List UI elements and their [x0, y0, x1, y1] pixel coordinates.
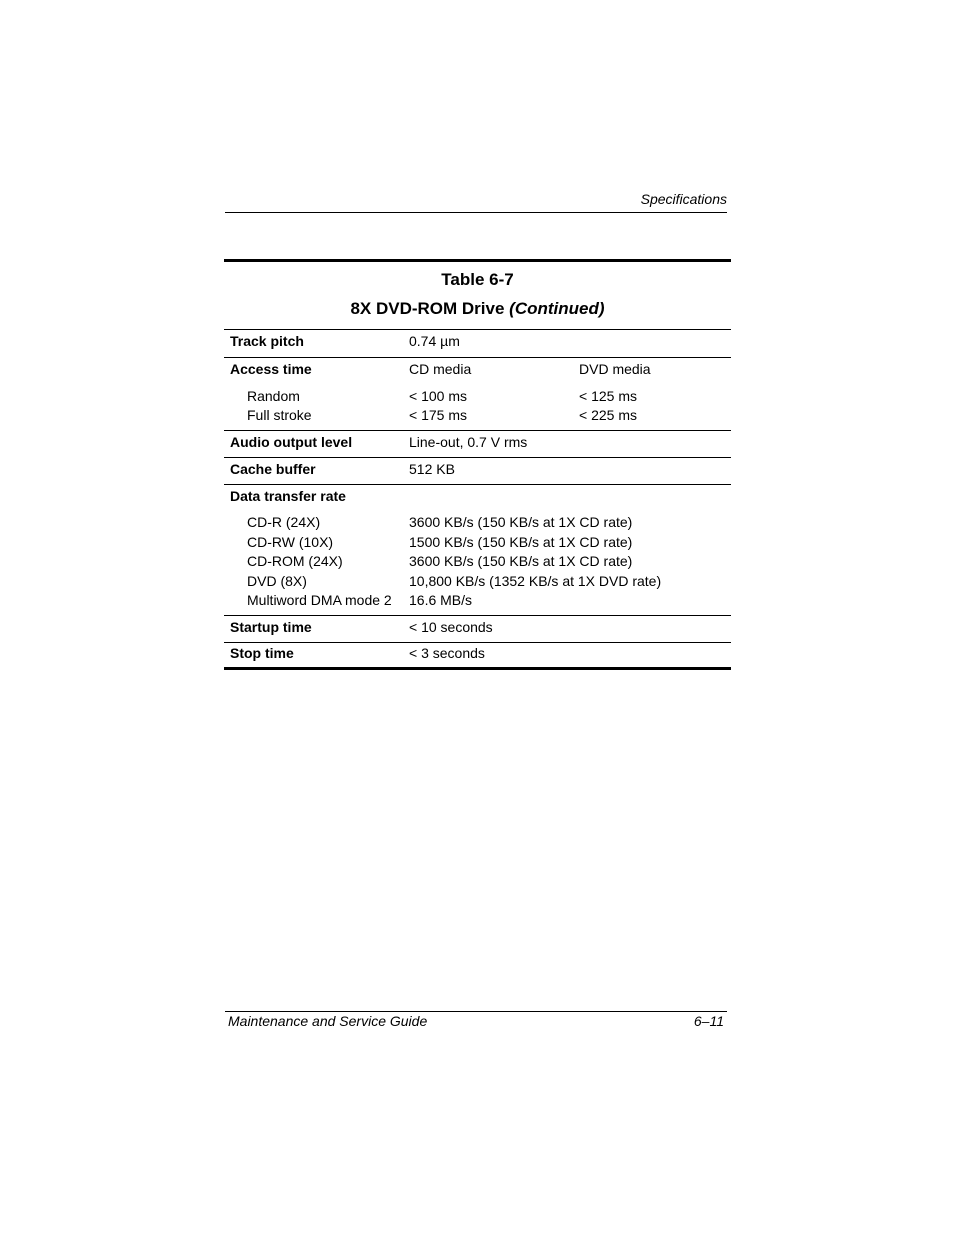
page-number: 6–11 [693, 1013, 724, 1029]
header-divider [225, 212, 727, 213]
sub-value: 10,800 KB/s (1352 KB/s at 1X DVD rate) [409, 572, 662, 589]
sub-value-dvd: < 125 ms [579, 388, 637, 404]
sub-label: CD-ROM (24X) [247, 553, 343, 569]
row-label: Stop time [230, 645, 294, 661]
table-bottom-rule [224, 667, 731, 670]
col-header-cd: CD media [409, 361, 472, 377]
row-label: Cache buffer [230, 461, 316, 477]
row-label: Access time [230, 361, 312, 377]
table-continued: (Continued) [509, 299, 605, 318]
row-label: Audio output level [230, 434, 353, 450]
sub-label: CD-R (24X) [247, 514, 321, 530]
sub-value: 1500 KB/s (150 KB/s at 1X CD rate) [409, 533, 633, 550]
sub-value-cd: < 175 ms [409, 407, 467, 423]
table-title-text: 8X DVD-ROM Drive [350, 299, 505, 318]
col-header-dvd: DVD media [579, 361, 651, 377]
sub-value-dvd: < 225 ms [579, 407, 637, 423]
row-value: < 10 seconds [409, 619, 493, 635]
row-value: Line-out, 0.7 V rms [409, 434, 528, 450]
row-value: < 3 seconds [409, 645, 485, 661]
sub-label: Multiword DMA mode 2 [247, 592, 392, 608]
table-title [224, 292, 731, 329]
sub-value-cd: < 100 ms [409, 388, 467, 404]
footer-guide-title: Maintenance and Service Guide [228, 1013, 428, 1029]
sub-value: 3600 KB/s (150 KB/s at 1X CD rate) [409, 514, 633, 530]
table-row-data-transfer [224, 485, 731, 615]
sub-label: DVD (8X) [247, 572, 307, 589]
sub-label: Full stroke [247, 407, 312, 423]
table-row-track-pitch [224, 330, 731, 357]
sub-value: 3600 KB/s (150 KB/s at 1X CD rate) [409, 553, 633, 569]
footer-divider [225, 1011, 727, 1012]
row-label: Data transfer rate [230, 488, 346, 504]
table-row-cache-buffer [224, 458, 731, 484]
sub-label: CD-RW (10X) [247, 533, 334, 550]
row-label: Startup time [230, 619, 312, 635]
table-row-stop-time [224, 643, 731, 667]
table-row-audio-output [224, 431, 731, 457]
sub-label: Random [247, 388, 300, 404]
spec-table [224, 259, 731, 670]
row-value: 0.74 µm [409, 333, 460, 349]
table-row-startup-time [224, 616, 731, 642]
section-header: Specifications [640, 191, 727, 207]
sub-value: 16.6 MB/s [409, 592, 473, 608]
row-value: 512 KB [409, 461, 455, 477]
table-row-access-time [224, 358, 731, 430]
row-label: Track pitch [230, 333, 304, 349]
table-number: Table 6-7 [441, 270, 514, 289]
